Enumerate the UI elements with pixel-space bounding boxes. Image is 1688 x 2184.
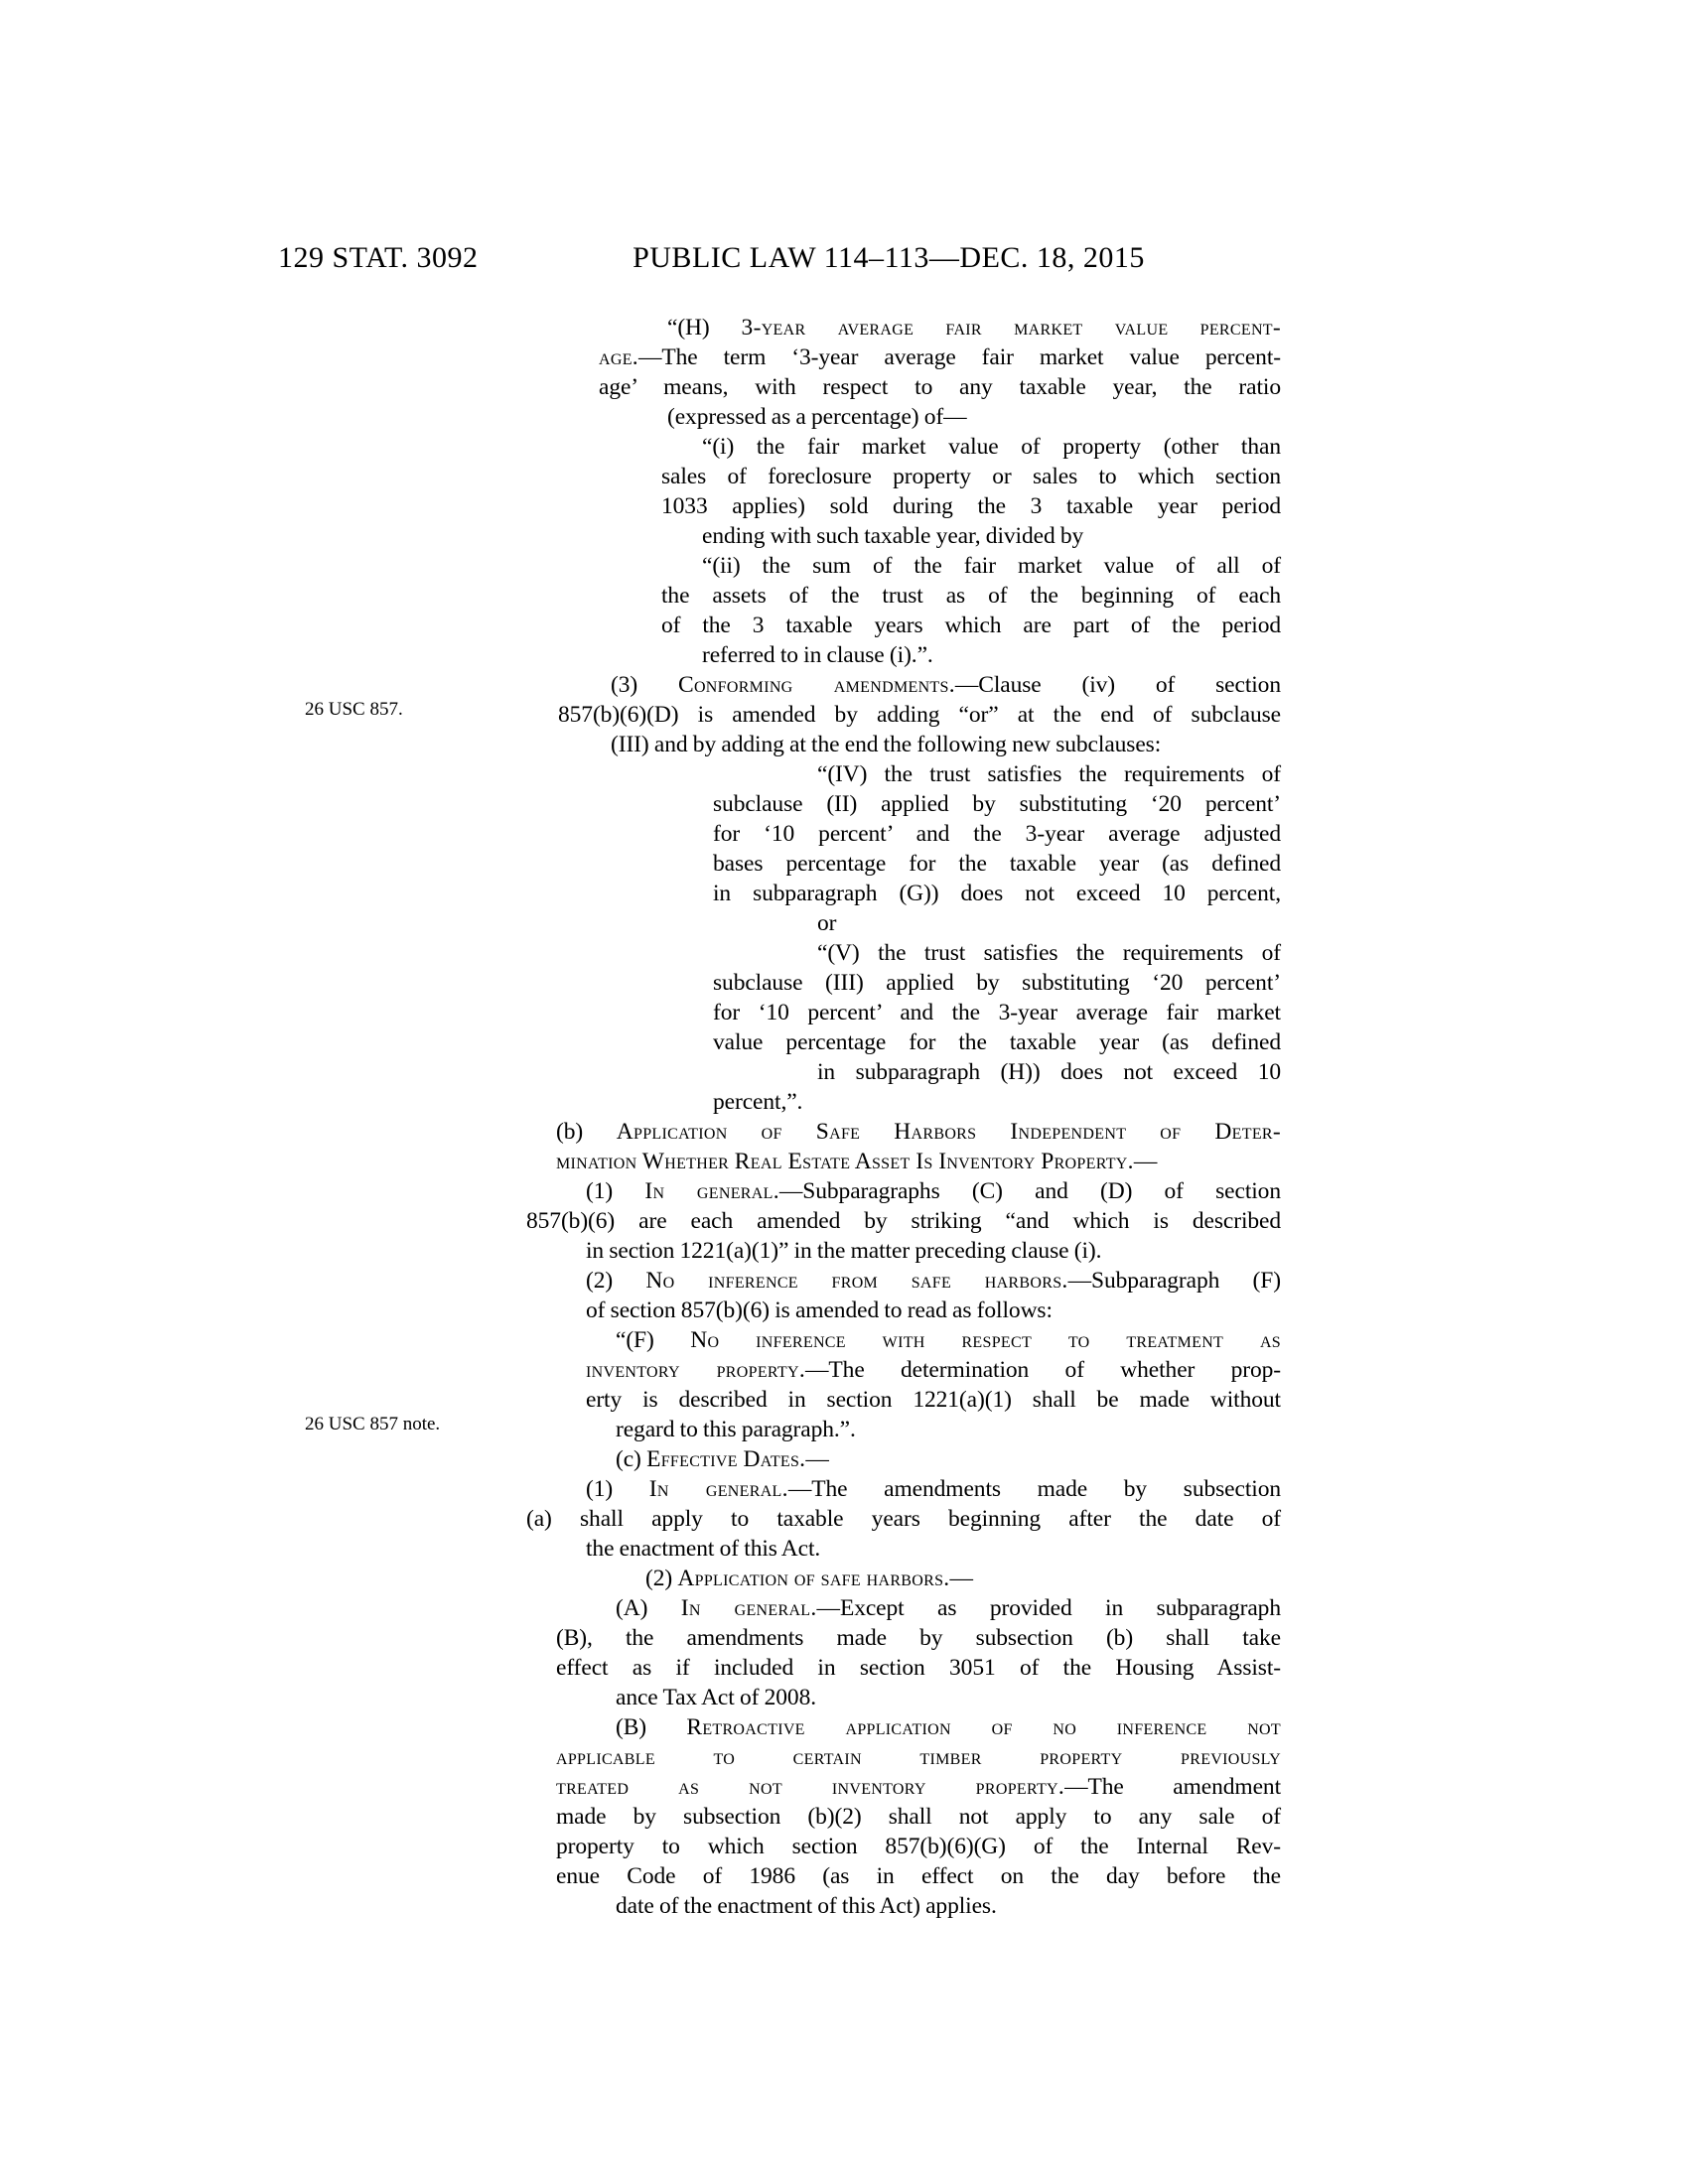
subparagraph-c2A-in-general: (A) In general.—Except as provided in subparagraph (B), the amendments made by subsection (b) shall take effect as if included in section 3051 of the Housing Assist- ance Tax Act of 2008. [556,1595,1281,1710]
paragraph-b1-in-general: (1) In general.—Subparagraphs (C) and (D) of section 857(b)(6) are each amended by striking “and which is described in section 1221(a)(1)” in the matter preceding clause (i). [526,1178,1281,1264]
public-law-title: PUBLIC LAW 114–113—DEC. 18, 2015 [633,241,1145,274]
paragraph-b2-no-inference: (2) No inference from safe harbors.—Subparagraph (F) of section 857(b)(6) is amended to read as follows: [586,1268,1281,1323]
margin-note-usc-857: 26 USC 857. [305,699,403,720]
margin-note-usc-857-note: 26 USC 857 note. [305,1414,441,1434]
running-header [0,241,1688,281]
paragraph-3-conforming-amendments: (3) Conforming amendments.—Clause (iv) of section 857(b)(6)(D) is amended by adding “or” at the end of subclause (III) and by adding at the end the following new subclauses: [558,672,1281,757]
paragraph-c1-in-general: (1) In general.—The amendments made by subsection (a) shall apply to taxable years beginning after the date of the enactment of this Act. [526,1476,1281,1562]
statute-text-column [496,313,1281,1921]
subparagraph-c2B-retroactive: (B) Retroactive application of no inference not applicable to certain timber property previously treated as not inventory property.—The amendment made by subsection (b)(2) shall not apply to any sale of property to which section 857(b)(6)(G) of the Internal Rev- enue Code of 1986 (as in effect on the day before the date of the enactment of this Act) applies. [556,1714,1282,1919]
clause-ii-sum-of-assets: “(ii) the sum of the fair market value of all of the assets of the trust as of the beginning of each of the 3 taxable years which are part of the period referred to in clause (i).”. [661,553,1281,668]
page-stat-number: 129 STAT. 3092 [278,241,479,274]
subsection-b-heading: (b) Application of Safe Harbors Independent of Deter- mination Whether Real Estate Asset Is Inventory Property.— [556,1119,1281,1174]
subsection-c-effective-dates: (c) Effective Dates.— [616,1446,829,1472]
subparagraph-F-no-inference: “(F) No inference with respect to treatment as inventory property.—The determination of whether prop- erty is described in section 1221(a)(1) shall be made without regard to this paragraph.”. [586,1327,1282,1442]
paragraph-c2-application: (2) Application of safe harbors.— [645,1566,973,1591]
subparagraph-H-definition: “(H) 3-year average fair market value percent- age.—The term ‘3-year average fair market value percent- age’ means, with respect to any taxable year, the ratio (expressed as a percentage) of— [599,315,1281,430]
clause-i-fair-market-value: “(i) the fair market value of property (other than sales of foreclosure property or sales to which section 1033 applies) sold during the 3 taxable year period ending with such taxable year, divided by [661,434,1281,549]
subclause-V: “(V) the trust satisfies the requirements of subclause (III) applied by substituting ‘20 percent’ for ‘10 percent’ and the 3-year average fair market value percentage for the taxable year (as defined in subparagraph (H)) does not exceed 10 percent,”. [713,940,1281,1115]
subclause-IV: “(IV) the trust satisfies the requirements of subclause (II) applied by substituting ‘20 percent’ for ‘10 percent’ and the 3-year average adjusted bases percentage for the taxable year (as defined in subparagraph (G)) does not exceed 10 percent, or [713,761,1281,936]
